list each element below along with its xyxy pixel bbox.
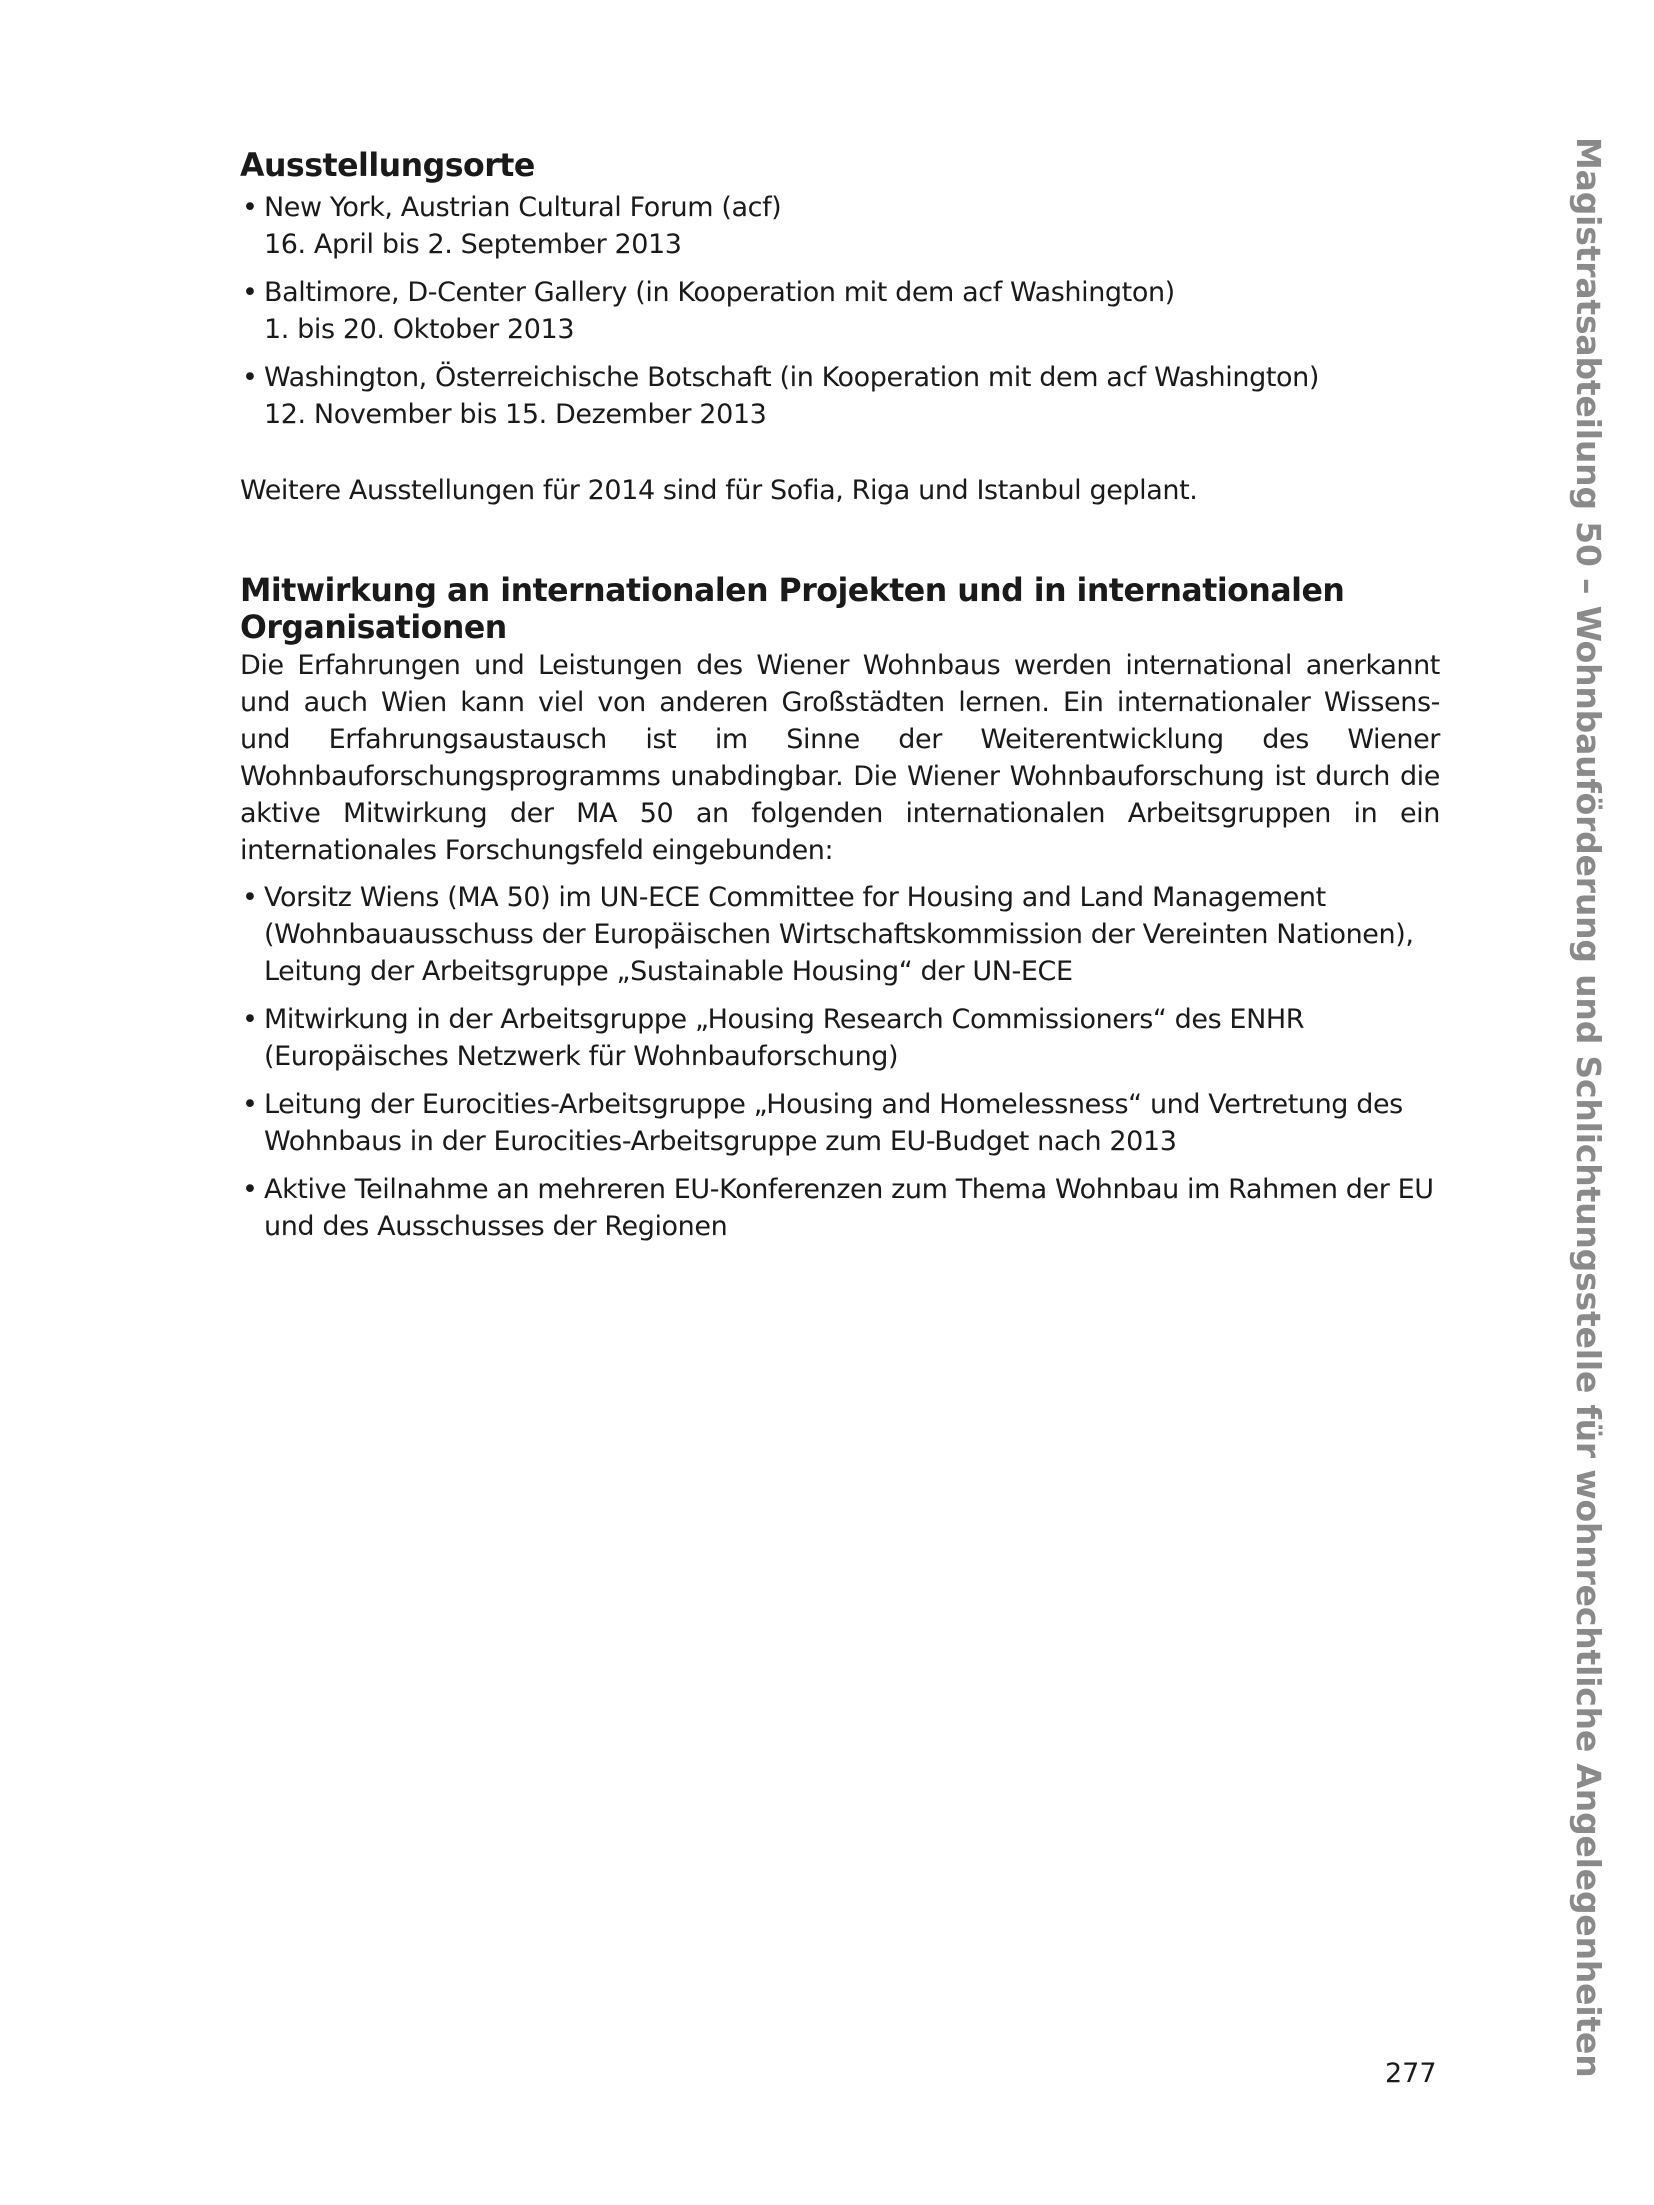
list-item-line: • Mitwirkung in der Arbeitsgruppe „Housing Research Commissioners“ des ENHR <box>264 1004 1305 1035</box>
list-item-line: (Europäisches Netzwerk für Wohnbauforschung) <box>264 1041 899 1072</box>
section-heading-ausstellungsorte: Ausstellungsorte <box>240 148 535 184</box>
list-item <box>240 274 1440 348</box>
location-name: • Baltimore, D-Center Gallery (in Kooperation mit dem acf Washington) <box>264 277 1175 308</box>
list-item-line: und des Ausschusses der Regionen <box>264 1211 728 1242</box>
list-item <box>240 1086 1440 1160</box>
list-item-line: (Wohnbauausschuss der Europäischen Wirtschaftskommission der Vereinten Nationen), <box>264 919 1414 950</box>
main-content <box>240 148 1440 1256</box>
sidebar-running-title: Magistratsabteilung 50 – Wohnbauförderung und Schlichtungsstelle für wohnrechtliche Angelegenheiten <box>1569 137 1608 2078</box>
location-name: • New York, Austrian Cultural Forum (acf) <box>264 192 782 223</box>
spacer <box>240 509 1440 573</box>
location-dates: 16. April bis 2. September 2013 <box>264 229 682 260</box>
location-name: • Washington, Österreichische Botschaft (in Kooperation mit dem acf Washington) <box>264 362 1319 393</box>
list-item-line: • Aktive Teilnahme an mehreren EU-Konferenzen zum Thema Wohnbau im Rahmen der EU <box>264 1174 1434 1205</box>
list-item <box>240 1001 1440 1075</box>
section-heading-international: Mitwirkung an internationalen Projekten und in internationalen Organisationen <box>240 573 1345 646</box>
list-item <box>240 189 1440 263</box>
list-item-line: • Vorsitz Wiens (MA 50) im UN-ECE Committee for Housing and Land Management <box>264 882 1326 913</box>
location-dates: 12. November bis 15. Dezember 2013 <box>264 399 767 430</box>
further-exhibitions-note: Weitere Ausstellungen für 2014 sind für Sofia, Riga und Istanbul geplant. <box>240 475 1198 506</box>
spacer <box>240 444 1440 472</box>
location-dates: 1. bis 20. Oktober 2013 <box>264 314 575 345</box>
list-item-line: Leitung der Arbeitsgruppe „Sustainable Housing“ der UN-ECE <box>264 956 1073 987</box>
section-paragraph: Die Erfahrungen und Leistungen des Wiener Wohnbaus werden international anerkannt und auch Wien kann viel von anderen Großstädten lernen. Ein internationaler Wissens- und Erfahrungsaustausch ist im Sinne der Weiterentwicklung des Wiener Wohnbauforschungsprogramms unabdingbar. Die Wiener Wohnbauforschung ist durch die aktive Mitwirkung der MA 50 an folgenden internationalen Arbeitsgruppen in ein internationales Forschungsfeld eingebunden: <box>240 650 1440 866</box>
list-item <box>240 1171 1440 1245</box>
page-number: 277 <box>1385 2058 1437 2089</box>
list-item <box>240 879 1440 990</box>
working-groups-list <box>240 879 1440 1245</box>
list-item <box>240 359 1440 433</box>
list-item-line: Wohnbaus in der Eurocities-Arbeitsgruppe zum EU-Budget nach 2013 <box>264 1126 1177 1157</box>
list-item-line: • Leitung der Eurocities-Arbeitsgruppe „Housing and Homelessness“ und Vertretung des <box>264 1089 1403 1120</box>
exhibition-locations-list <box>240 189 1440 433</box>
